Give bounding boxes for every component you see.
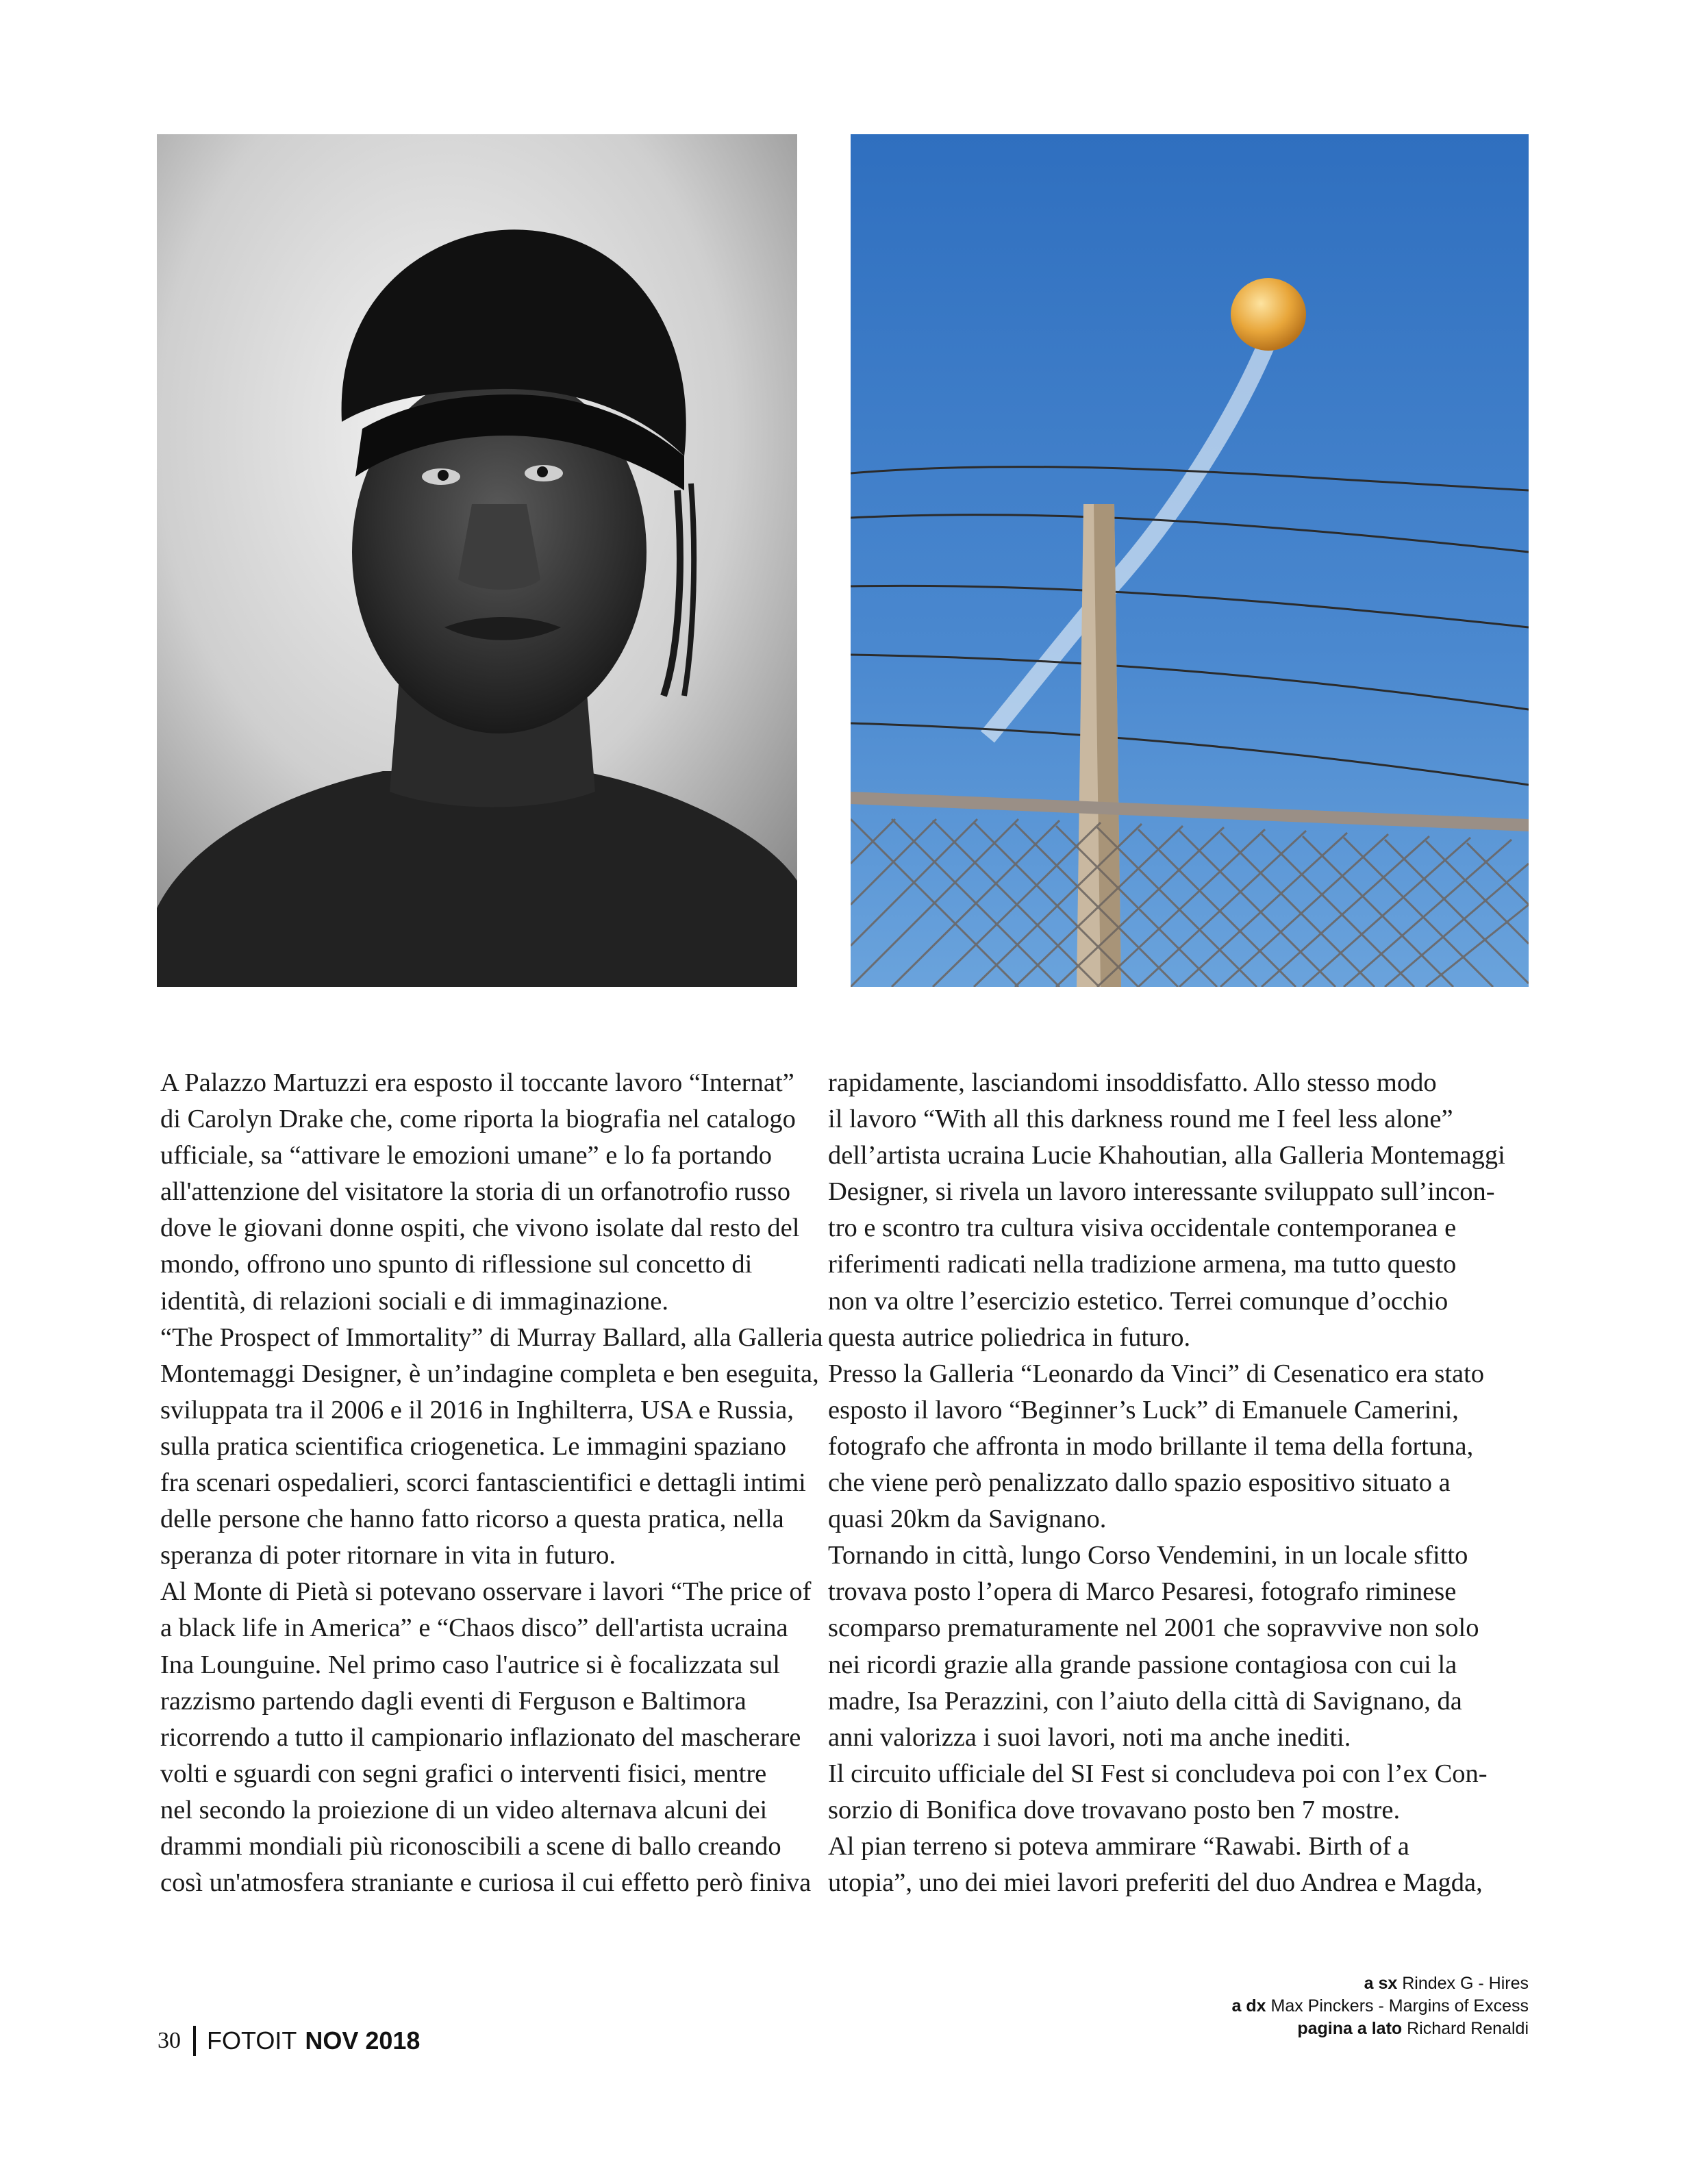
article-line: identità, di relazioni sociali e di immaginazione. (160, 1286, 668, 1316)
article-line: fra scenari ospedalieri, scorci fantascientifici e dettagli intimi (160, 1468, 806, 1498)
article-line: Montemaggi Designer, è un’indagine completa e ben eseguita, (160, 1359, 819, 1388)
credit-text: Max Pinckers - Margins of Excess (1270, 1996, 1529, 2016)
article-column-right (828, 1065, 1505, 1901)
photo-credits (1232, 1972, 1529, 2040)
article-line: madre, Isa Perazzini, con l’aiuto della città di Savignano, da (828, 1686, 1462, 1716)
article-line: fotografo che affronta in modo brillante il tema della fortuna, (828, 1431, 1474, 1461)
sky-balloon-fence-photo-icon (851, 134, 1529, 987)
magazine-name: FOTOIT (207, 2026, 297, 2055)
article-line: dove le giovani donne ospiti, che vivono isolate dal resto del (160, 1214, 800, 1243)
credit-label: a dx (1231, 1996, 1266, 2016)
article-line: razzismo partendo dagli eventi di Ferguson e Baltimora (160, 1686, 747, 1716)
portrait-photo (157, 134, 797, 987)
article-line: Al Monte di Pietà si potevano osservare i lavori “The price of (160, 1577, 812, 1607)
article-line: il lavoro “With all this darkness round me I feel less alone” (828, 1105, 1453, 1134)
article-line: “The Prospect of Immortality” di Murray Ballard, alla Galleria (160, 1322, 823, 1352)
credit-text: Richard Renaldi (1407, 2019, 1529, 2038)
article-line: all'attenzione del visitatore la storia di un orfanotrofio russo (160, 1177, 790, 1207)
credit-line (1232, 2018, 1529, 2040)
issue-date: NOV 2018 (305, 2026, 421, 2055)
article-line: Tornando in città, lungo Corso Vendemini, in un locale sfitto (828, 1541, 1468, 1570)
article-line: Presso la Galleria “Leonardo da Vinci” di Cesenatico era stato (828, 1359, 1485, 1388)
credit-line (1232, 1972, 1529, 1995)
article-line: riferimenti radicati nella tradizione armena, ma tutto questo (828, 1250, 1457, 1279)
article-line: così un'atmosfera straniante e curiosa il cui effetto però finiva (160, 1868, 812, 1898)
article-line: che viene però penalizzato dallo spazio espositivo situato a (828, 1468, 1451, 1498)
article-line: Al pian terreno si poteva ammirare “Rawabi. Birth of a (828, 1831, 1409, 1861)
article-line: ufficiale, sa “attivare le emozioni umane” e lo fa portando (160, 1141, 772, 1170)
article-line: nel secondo la proiezione di un video alternava alcuni dei (160, 1795, 768, 1824)
article-line: speranza di poter ritornare in vita in futuro. (160, 1541, 616, 1570)
article-line: questa autrice poliedrica in futuro. (828, 1322, 1191, 1352)
page-number: 30 (158, 2028, 181, 2053)
article-line: non va oltre l’esercizio estetico. Terrei comunque d’occhio (828, 1286, 1449, 1316)
article-line: sviluppata tra il 2006 e il 2016 in Inghilterra, USA e Russia, (160, 1395, 794, 1424)
article-line: Designer, si rivela un lavoro interessante sviluppato sull’incon- (828, 1177, 1495, 1207)
article-line: mondo, offrono uno spunto di riflessione sul concetto di (160, 1250, 753, 1279)
article-line: drammi mondiali più riconoscibili a scene di ballo creando (160, 1831, 781, 1861)
article-line: volti e sguardi con segni grafici o interventi fisici, mentre (160, 1759, 767, 1788)
portrait-photo-icon (157, 134, 797, 987)
article-line: esposto il lavoro “Beginner’s Luck” di Emanuele Camerini, (828, 1395, 1459, 1424)
credit-label: pagina a lato (1297, 2019, 1403, 2038)
article-line: Il circuito ufficiale del SI Fest si concludeva poi con l’ex Con- (828, 1759, 1488, 1788)
article-line: utopia”, uno dei miei lavori preferiti del duo Andrea e Magda, (828, 1868, 1483, 1898)
article-line: ricorrendo a tutto il campionario inflazionato del mascherare (160, 1722, 801, 1752)
credit-text: Rindex G - Hires (1402, 1974, 1529, 1993)
article-line: quasi 20km da Savignano. (828, 1505, 1107, 1534)
article-line: scomparso prematuramente nel 2001 che sopravvive non solo (828, 1614, 1479, 1643)
article-line: a black life in America” e “Chaos disco” dell'artista ucraina (160, 1614, 788, 1643)
article-line: di Carolyn Drake che, come riporta la biografia nel catalogo (160, 1105, 796, 1134)
article-line: sulla pratica scientifica criogenetica. Le immagini spaziano (160, 1431, 786, 1461)
article-line: anni valorizza i suoi lavori, noti ma anche inediti. (828, 1722, 1351, 1752)
article-line: nei ricordi grazie alla grande passione contagiosa con cui la (828, 1650, 1457, 1679)
article-line: sorzio di Bonifica dove trovavano posto ben 7 mostre. (828, 1795, 1401, 1824)
article-line: tro e scontro tra cultura visiva occidentale contemporanea e (828, 1214, 1457, 1243)
article-line: Ina Lounguine. Nel primo caso l'autrice si è focalizzata sul (160, 1650, 780, 1679)
article-line: A Palazzo Martuzzi era esposto il toccante lavoro “Internat” (160, 1068, 794, 1097)
article-line: dell’artista ucraina Lucie Khahoutian, alla Galleria Montemaggi (828, 1141, 1505, 1170)
article-line: trovava posto l’opera di Marco Pesaresi, fotografo riminese (828, 1577, 1457, 1607)
article-line: delle persone che hanno fatto ricorso a questa pratica, nella (160, 1505, 784, 1534)
footer-divider (193, 2026, 196, 2056)
article-line: rapidamente, lasciandomi insoddisfatto. Allo stesso modo (828, 1068, 1437, 1097)
credit-label: a sx (1364, 1974, 1398, 1993)
article-column-left (160, 1065, 823, 1901)
sky-balloon-photo (851, 134, 1529, 987)
credit-line (1232, 1995, 1529, 2018)
page-footer (158, 2024, 420, 2058)
